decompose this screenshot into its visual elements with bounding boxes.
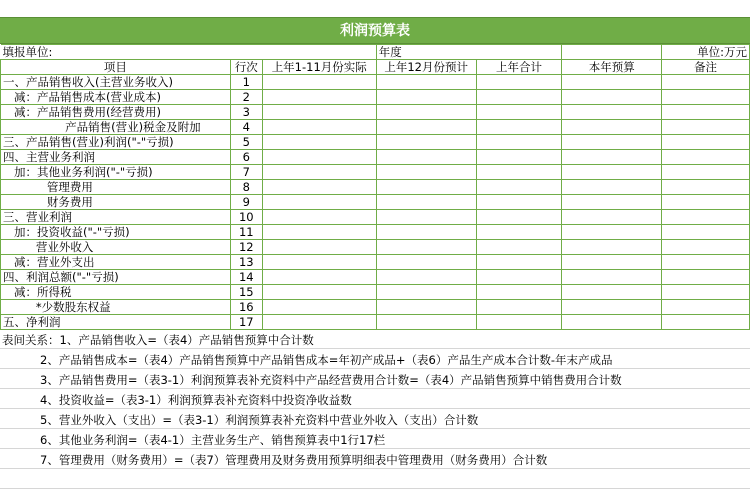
row-value-cell[interactable] bbox=[376, 195, 476, 210]
profit-budget-table bbox=[0, 44, 750, 330]
row-value-cell[interactable] bbox=[562, 150, 662, 165]
row-value-cell[interactable] bbox=[476, 105, 562, 120]
row-value-cell[interactable] bbox=[262, 210, 376, 225]
row-line-number[interactable]: 4 bbox=[230, 120, 262, 135]
row-value-cell[interactable] bbox=[662, 120, 750, 135]
row-item-label[interactable]: 加：投资收益("-"亏损) bbox=[1, 225, 231, 240]
year-label: 年度 bbox=[376, 45, 562, 60]
row-value-cell[interactable] bbox=[376, 300, 476, 315]
row-value-cell[interactable] bbox=[476, 210, 562, 225]
row-line-number[interactable]: 15 bbox=[230, 285, 262, 300]
row-value-cell[interactable] bbox=[262, 180, 376, 195]
row-item-label[interactable]: 减：产品销售费用(经营费用) bbox=[1, 105, 231, 120]
row-item-label[interactable]: 减：营业外支出 bbox=[1, 255, 231, 270]
relation-line: 7、管理费用（财务费用）=（表7）管理费用及财务费用预算明细表中管理费用（财务费用）合计数 bbox=[40, 453, 548, 467]
row-value-cell[interactable] bbox=[562, 105, 662, 120]
row-value-cell[interactable] bbox=[662, 300, 750, 315]
row-item-label[interactable]: 四、利润总额("-"亏损) bbox=[1, 270, 231, 285]
row-value-cell[interactable] bbox=[476, 240, 562, 255]
col-header-prior-dec: 上年12月份预计 bbox=[376, 60, 476, 75]
table-row bbox=[1, 270, 750, 285]
info-row bbox=[1, 45, 750, 60]
row-value-cell[interactable] bbox=[262, 165, 376, 180]
row-value-cell[interactable] bbox=[476, 75, 562, 90]
table-row bbox=[1, 255, 750, 270]
row-value-cell[interactable] bbox=[662, 240, 750, 255]
relation-line: 6、其他业务利润=（表4-1）主营业务生产、销售预算表中1行17栏 bbox=[40, 433, 386, 447]
row-value-cell[interactable] bbox=[562, 300, 662, 315]
row-value-cell[interactable] bbox=[376, 180, 476, 195]
col-header-prior-total: 上年合计 bbox=[476, 60, 562, 75]
row-value-cell[interactable] bbox=[562, 270, 662, 285]
relation-line: 4、投资收益=（表3-1）利润预算表补充资料中投资净收益数 bbox=[40, 393, 352, 407]
row-value-cell[interactable] bbox=[262, 135, 376, 150]
table-row bbox=[1, 150, 750, 165]
row-line-number[interactable]: 5 bbox=[230, 135, 262, 150]
row-value-cell[interactable] bbox=[662, 285, 750, 300]
row-value-cell[interactable] bbox=[376, 240, 476, 255]
row-value-cell[interactable] bbox=[376, 105, 476, 120]
table-row bbox=[1, 210, 750, 225]
row-value-cell[interactable] bbox=[476, 300, 562, 315]
row-item-label[interactable]: 三、营业利润 bbox=[1, 210, 231, 225]
row-value-cell[interactable] bbox=[662, 210, 750, 225]
table-row bbox=[1, 90, 750, 105]
row-value-cell[interactable] bbox=[562, 135, 662, 150]
row-value-cell[interactable] bbox=[662, 180, 750, 195]
row-value-cell[interactable] bbox=[476, 195, 562, 210]
row-value-cell[interactable] bbox=[262, 195, 376, 210]
row-value-cell[interactable] bbox=[662, 75, 750, 90]
row-value-cell[interactable] bbox=[476, 180, 562, 195]
row-value-cell[interactable] bbox=[262, 75, 376, 90]
row-line-number[interactable]: 11 bbox=[230, 225, 262, 240]
reporting-unit-label: 填报单位: bbox=[1, 45, 377, 60]
row-value-cell[interactable] bbox=[262, 285, 376, 300]
row-value-cell[interactable] bbox=[662, 165, 750, 180]
table-row bbox=[1, 180, 750, 195]
row-item-label[interactable]: 三、产品销售(营业)利润("-"亏损) bbox=[1, 135, 231, 150]
grid-line bbox=[0, 348, 750, 349]
row-line-number[interactable]: 12 bbox=[230, 240, 262, 255]
row-value-cell[interactable] bbox=[476, 150, 562, 165]
row-value-cell[interactable] bbox=[376, 285, 476, 300]
relation-line: 3、产品销售费用=（表3-1）利润预算表补充资料中产品经营费用合计数=（表4）产品销售预算中销售费用合计数 bbox=[40, 373, 622, 387]
table-row bbox=[1, 285, 750, 300]
table-row bbox=[1, 225, 750, 240]
relation-line: 表间关系：1、产品销售收入=（表4）产品销售预算中合计数 bbox=[2, 333, 314, 347]
relation-line: 5、营业外收入（支出）=（表3-1）利润预算表补充资料中营业外收入（支出）合计数 bbox=[40, 413, 479, 427]
header-row bbox=[1, 60, 750, 75]
row-value-cell[interactable] bbox=[476, 270, 562, 285]
row-value-cell[interactable] bbox=[562, 240, 662, 255]
row-value-cell[interactable] bbox=[662, 270, 750, 285]
row-line-number[interactable]: 16 bbox=[230, 300, 262, 315]
row-line-number[interactable]: 13 bbox=[230, 255, 262, 270]
row-item-label[interactable]: 加：其他业务利润("-"亏损) bbox=[1, 165, 231, 180]
row-value-cell[interactable] bbox=[476, 225, 562, 240]
row-item-label[interactable]: 减：产品销售成本(营业成本) bbox=[1, 90, 231, 105]
row-value-cell[interactable] bbox=[262, 225, 376, 240]
col-header-line: 行次 bbox=[230, 60, 262, 75]
grid-line bbox=[0, 448, 750, 449]
row-item-label[interactable]: 一、产品销售收入(主营业务收入) bbox=[1, 75, 231, 90]
row-value-cell[interactable] bbox=[562, 315, 662, 330]
row-value-cell[interactable] bbox=[262, 300, 376, 315]
row-item-label[interactable]: 产品销售(营业)税金及附加 bbox=[1, 120, 231, 135]
row-value-cell[interactable] bbox=[662, 105, 750, 120]
row-value-cell[interactable] bbox=[262, 150, 376, 165]
currency-unit-label: 单位:万元 bbox=[662, 45, 750, 60]
row-value-cell[interactable] bbox=[562, 165, 662, 180]
row-value-cell[interactable] bbox=[262, 90, 376, 105]
grid-line bbox=[0, 468, 750, 469]
row-item-label[interactable]: 五、净利润 bbox=[1, 315, 231, 330]
table-row bbox=[1, 240, 750, 255]
row-value-cell[interactable] bbox=[262, 120, 376, 135]
row-value-cell[interactable] bbox=[662, 150, 750, 165]
table-row bbox=[1, 300, 750, 315]
row-value-cell[interactable] bbox=[376, 90, 476, 105]
row-value-cell[interactable] bbox=[476, 120, 562, 135]
row-line-number[interactable]: 2 bbox=[230, 90, 262, 105]
table-row bbox=[1, 105, 750, 120]
grid-line bbox=[0, 488, 750, 489]
row-value-cell[interactable] bbox=[376, 150, 476, 165]
row-item-label[interactable]: 财务费用 bbox=[1, 195, 231, 210]
row-value-cell[interactable] bbox=[562, 75, 662, 90]
table-row bbox=[1, 315, 750, 330]
row-item-label[interactable]: *少数股东权益 bbox=[1, 300, 231, 315]
col-header-this-year-budget: 本年预算 bbox=[562, 60, 662, 75]
row-value-cell[interactable] bbox=[262, 315, 376, 330]
row-value-cell[interactable] bbox=[562, 90, 662, 105]
col-header-prior-jan-nov: 上年1-11月份实际 bbox=[262, 60, 376, 75]
row-value-cell[interactable] bbox=[662, 90, 750, 105]
row-item-label[interactable]: 管理费用 bbox=[1, 180, 231, 195]
row-value-cell[interactable] bbox=[562, 195, 662, 210]
row-item-label[interactable]: 四、主营业务利润 bbox=[1, 150, 231, 165]
row-value-cell[interactable] bbox=[562, 180, 662, 195]
row-value-cell[interactable] bbox=[262, 255, 376, 270]
table-row bbox=[1, 195, 750, 210]
table-row bbox=[1, 135, 750, 150]
row-value-cell[interactable] bbox=[476, 135, 562, 150]
row-value-cell[interactable] bbox=[262, 240, 376, 255]
row-value-cell[interactable] bbox=[376, 270, 476, 285]
row-line-number[interactable]: 14 bbox=[230, 270, 262, 285]
row-value-cell[interactable] bbox=[376, 255, 476, 270]
row-item-label[interactable]: 营业外收入 bbox=[1, 240, 231, 255]
row-line-number[interactable]: 17 bbox=[230, 315, 262, 330]
sheet-title: 利润预算表 bbox=[0, 17, 750, 44]
row-line-number[interactable]: 6 bbox=[230, 150, 262, 165]
row-value-cell[interactable] bbox=[562, 255, 662, 270]
row-value-cell[interactable] bbox=[562, 225, 662, 240]
row-value-cell[interactable] bbox=[376, 120, 476, 135]
row-value-cell[interactable] bbox=[262, 270, 376, 285]
row-line-number[interactable]: 3 bbox=[230, 105, 262, 120]
relation-line: 2、产品销售成本=（表4）产品销售预算中产品销售成本=年初产成品+（表6）产品生产成本合计数-年末产成品 bbox=[40, 353, 613, 367]
row-value-cell[interactable] bbox=[376, 135, 476, 150]
row-line-number[interactable]: 10 bbox=[230, 210, 262, 225]
table-row bbox=[1, 120, 750, 135]
row-line-number[interactable]: 9 bbox=[230, 195, 262, 210]
row-value-cell[interactable] bbox=[476, 255, 562, 270]
grid-line bbox=[0, 408, 750, 409]
row-value-cell[interactable] bbox=[376, 165, 476, 180]
row-value-cell[interactable] bbox=[476, 165, 562, 180]
row-value-cell[interactable] bbox=[476, 90, 562, 105]
row-value-cell[interactable] bbox=[476, 285, 562, 300]
grid-line bbox=[0, 368, 750, 369]
row-value-cell[interactable] bbox=[262, 105, 376, 120]
row-line-number[interactable]: 7 bbox=[230, 165, 262, 180]
row-value-cell[interactable] bbox=[662, 255, 750, 270]
row-value-cell[interactable] bbox=[662, 315, 750, 330]
row-value-cell[interactable] bbox=[376, 225, 476, 240]
grid-line bbox=[0, 428, 750, 429]
row-value-cell[interactable] bbox=[376, 315, 476, 330]
row-value-cell[interactable] bbox=[562, 210, 662, 225]
row-line-number[interactable]: 8 bbox=[230, 180, 262, 195]
col-header-remarks: 备注 bbox=[662, 60, 750, 75]
table-row bbox=[1, 75, 750, 90]
row-value-cell[interactable] bbox=[376, 210, 476, 225]
row-value-cell[interactable] bbox=[562, 285, 662, 300]
row-value-cell[interactable] bbox=[662, 195, 750, 210]
row-value-cell[interactable] bbox=[662, 225, 750, 240]
row-value-cell[interactable] bbox=[376, 75, 476, 90]
row-value-cell[interactable] bbox=[562, 120, 662, 135]
row-value-cell[interactable] bbox=[476, 315, 562, 330]
row-item-label[interactable]: 减：所得税 bbox=[1, 285, 231, 300]
row-line-number[interactable]: 1 bbox=[230, 75, 262, 90]
row-value-cell[interactable] bbox=[662, 135, 750, 150]
table-row bbox=[1, 165, 750, 180]
grid-line bbox=[0, 388, 750, 389]
col-header-item: 项目 bbox=[1, 60, 231, 75]
